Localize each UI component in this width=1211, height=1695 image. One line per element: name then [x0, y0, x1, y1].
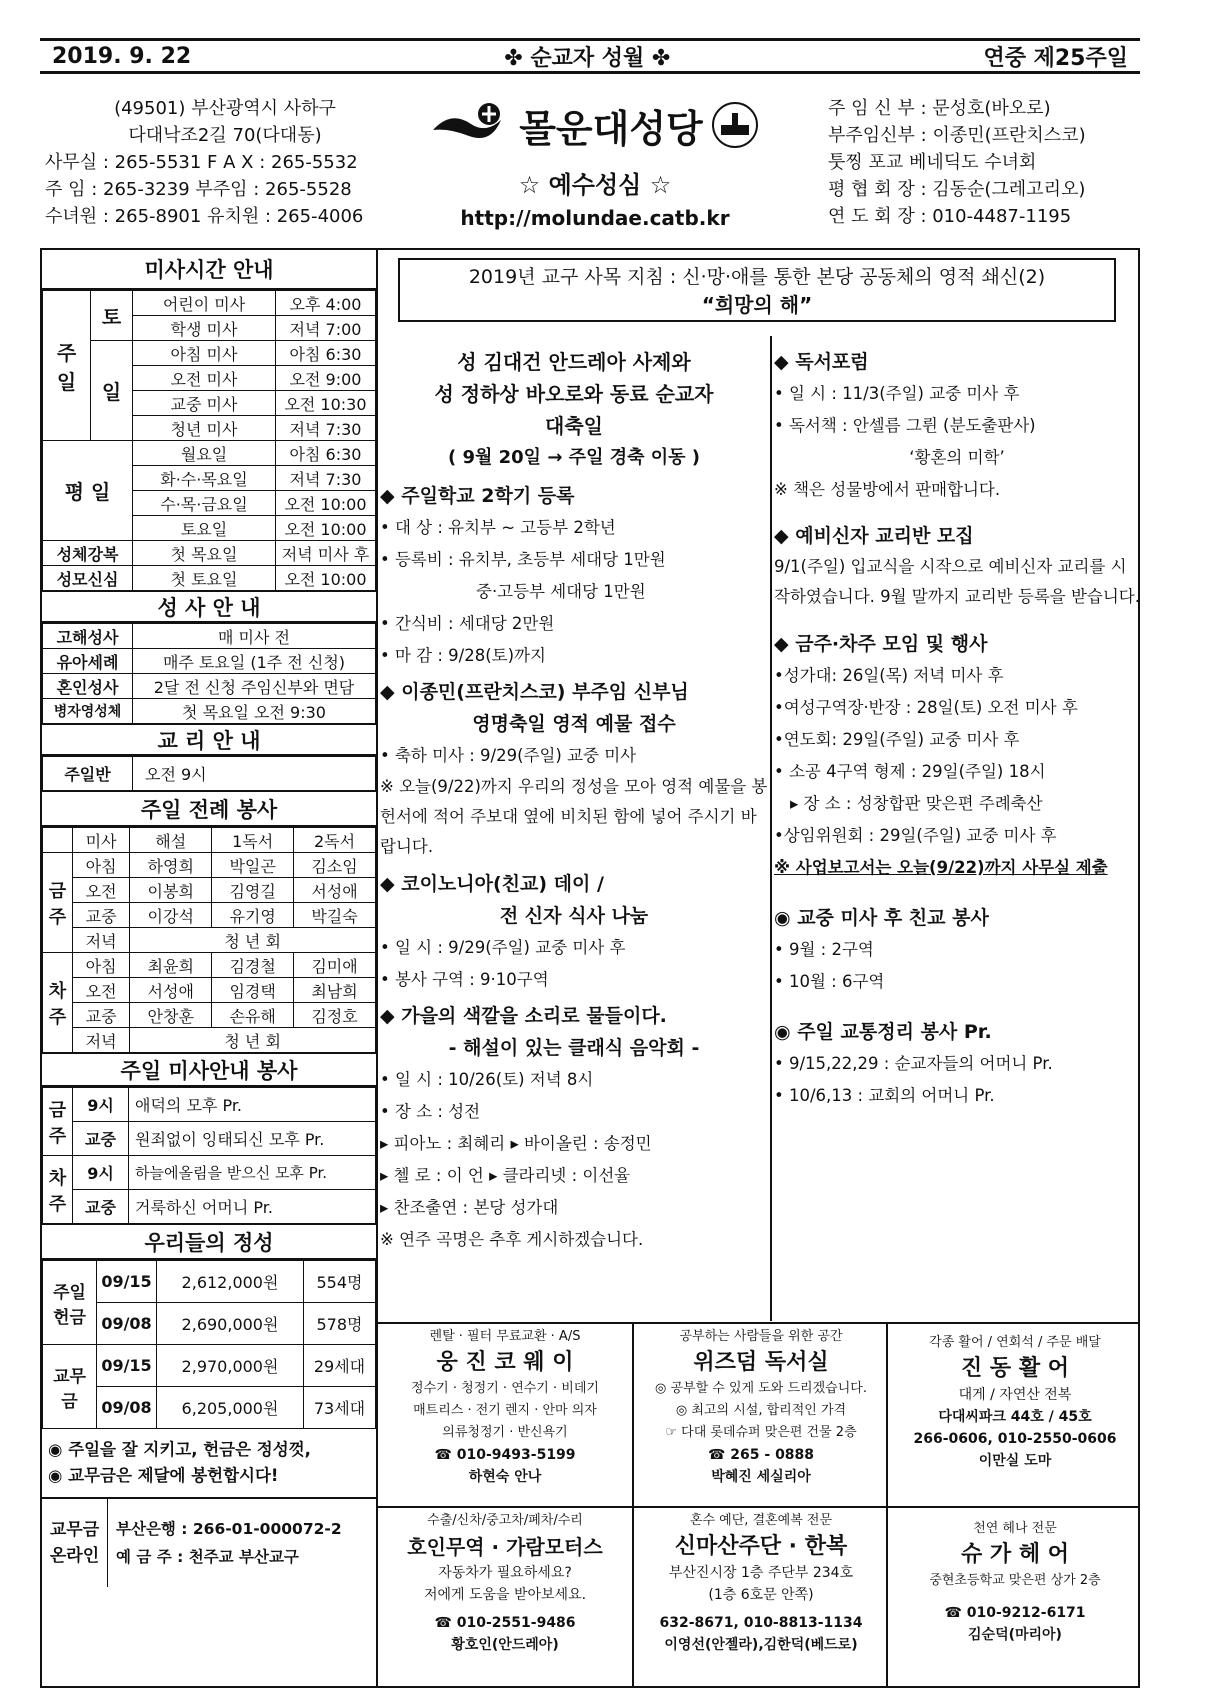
section-heading: 전 신자 식사 나눔 — [499, 905, 649, 927]
notice-line: ▸ 장 소 : 성창합판 맞은편 주례축산 — [790, 794, 1043, 813]
ad-tagline: 혼수 예단, 결혼예복 전문 — [689, 1513, 833, 1528]
liturgy-cell: 손유해 — [212, 1003, 294, 1028]
staff-line: 부주임신부 : 이종민(프란치스코) — [828, 125, 1086, 146]
ad-coway — [378, 1326, 632, 1508]
ad-line: 매트리스 · 전기 렌지 · 안마 의자 — [413, 1403, 597, 1418]
bank-account: 부산은행 : 266-01-000072-2 — [116, 1520, 342, 1538]
catechism-table — [42, 756, 376, 791]
ad-phone: ☎ 010-9212-6171 — [944, 1605, 1086, 1621]
notice-line: • 9월 : 2구역 — [774, 940, 874, 959]
section-heading: ◆ 코이노니아(친교) 데이 / — [380, 873, 604, 895]
ad-line: 다대씨파크 44호 / 45호 — [938, 1409, 1092, 1425]
feast-title: 성 정하상 바오로와 동료 순교자 — [434, 382, 714, 406]
section-heading: ◆ 예비신자 교리반 모집 — [774, 525, 974, 547]
notice-line: •여성구역장·반장 : 28일(토) 오전 미사 후 — [774, 698, 1078, 717]
ad-tagline: 수출/신차/중고차/폐차/수리 — [427, 1513, 583, 1528]
mass-time: 오전 9:00 — [276, 366, 376, 391]
website-link[interactable]: http://molundae.catb.kr — [460, 206, 730, 230]
notice-paragraph: ※ 오늘(9/22)까지 우리의 정성을 모아 영적 예물을 봉헌서에 적어 주보대 옆에 비치된 함에 넣어 주시기 바랍니다. — [380, 777, 768, 856]
offering-title: 우리들의 정성 — [42, 1224, 376, 1260]
this-week-label: 금주 — [43, 853, 73, 953]
notice-line: ※ 연주 곡명은 추후 게시하겠습니다. — [380, 1230, 644, 1249]
mass-name: 토요일 — [133, 516, 276, 541]
notice-line: ▸ 찬조출연 : 본당 성가대 — [380, 1198, 559, 1217]
offering-amount: 2,690,000원 — [157, 1303, 304, 1345]
ad-owner: 황호인(안드레아) — [451, 1637, 559, 1653]
issue-date: 2019. 9. 22 — [52, 43, 192, 69]
ad-line: 중현초등학교 맞은편 상가 2층 — [929, 1573, 1101, 1588]
feast-note: ( 9월 20일 → 주일 경축 이동 ) — [447, 447, 701, 468]
guide-mass: 교중 — [73, 1122, 129, 1156]
notice-line: • 일 시 : 9/29(주일) 교중 미사 후 — [380, 938, 626, 957]
mass-name: 학생 미사 — [133, 316, 276, 341]
liturgy-cell: 서성애 — [130, 978, 212, 1003]
ad-line: 부산진시장 1층 주단부 234호 — [668, 1565, 854, 1581]
ad-phone: 632-8671, 010-8813-1134 — [659, 1615, 863, 1631]
ad-name: 위즈덤 독서실 — [693, 1350, 829, 1375]
notice-line: •성가대: 26일(목) 저녁 미사 후 — [774, 666, 1004, 685]
mass-name: 교중 미사 — [133, 391, 276, 416]
liturgy-cell: 이봉희 — [130, 878, 212, 903]
sunday-offering-label: 주일 헌금 — [43, 1261, 97, 1345]
address-line: 다대낙조2길 70(다대동) — [128, 125, 322, 146]
liturgy-header: 2독서 — [294, 828, 376, 853]
mass-name: 어린이 미사 — [133, 291, 276, 316]
notice-line: • 9/15,22,29 : 순교자들의 어머니 Pr. — [774, 1054, 1053, 1073]
offering-amount: 2,970,000원 — [157, 1345, 304, 1387]
sunday-day-label: 일 — [91, 341, 133, 441]
liturgy-cell: 임경택 — [212, 978, 294, 1003]
notice-line: ▸ 피아노 : 최혜리 ▸ 바이올린 : 송정민 — [380, 1134, 652, 1153]
mary-devotion-time: 오전 10:00 — [276, 566, 376, 591]
ad-line: 의류청정기 · 반신욕기 — [442, 1425, 568, 1440]
liturgy-cell: 서성애 — [294, 878, 376, 903]
ad-phone: ☎ 010-2551-9486 — [434, 1615, 576, 1631]
offering-count: 29세대 — [304, 1345, 376, 1387]
mass-time: 저녁 7:30 — [276, 466, 376, 491]
mass-name: 청년 미사 — [133, 416, 276, 441]
column-divider — [770, 336, 772, 1321]
notice-line: • 축하 미사 : 9/29(주일) 교중 미사 — [380, 746, 637, 765]
mass-time: 오전 10:30 — [276, 391, 376, 416]
section-heading: ◆ 가을의 색깔을 소리로 물들이다. — [380, 1005, 667, 1027]
offering-count: 578명 — [304, 1303, 376, 1345]
notice-line: ※ 사업보고서는 오늘(9/22)까지 사무실 제출 — [774, 858, 1108, 877]
mass-time: 저녁 7:30 — [276, 416, 376, 441]
liturgy-cell: 김미애 — [294, 953, 376, 978]
guide-table — [42, 1087, 376, 1224]
advertisements — [378, 1322, 1140, 1688]
sacrament-info: 첫 목요일 오전 9:30 — [133, 699, 376, 724]
offering-count: 554명 — [304, 1261, 376, 1303]
notice-line: 중·고등부 세대당 1만원 — [476, 582, 646, 601]
section-heading: ◆ 주일학교 2학기 등록 — [380, 485, 575, 507]
ad-line: ☞ 다대 롯데슈퍼 맞은편 건물 2층 — [665, 1425, 857, 1440]
sacrament-info: 매주 토요일 (1주 전 신청) — [133, 649, 376, 674]
guide-group: 거룩하신 어머니 Pr. — [129, 1190, 376, 1224]
ad-wisdom — [634, 1326, 888, 1508]
address-line: (49501) 부산광역시 사하구 — [114, 98, 336, 119]
liturgy-youth: 청 년 회 — [130, 1028, 376, 1053]
liturgy-cell: 김정호 — [294, 1003, 376, 1028]
ad-name: 호인무역 · 가람모터스 — [407, 1535, 603, 1559]
notice-line: •연도회: 29일(주일) 교중 미사 후 — [774, 730, 1020, 749]
ad-line: 저에게 도움을 받아보세요. — [423, 1587, 587, 1603]
mass-time: 아침 6:30 — [276, 341, 376, 366]
church-name: 몰운대성당 — [519, 106, 703, 151]
section-heading: ◉ 주일 교통정리 봉사 Pr. — [774, 1021, 992, 1043]
section-heading: ◆ 금주·차주 모임 및 행사 — [774, 633, 988, 655]
online-account — [42, 1499, 376, 1587]
staff-block — [828, 95, 1148, 230]
mass-name: 화·수·목요일 — [133, 466, 276, 491]
mass-times-table — [42, 290, 376, 591]
notice-line: •상임위원회 : 29일(주일) 교중 미사 후 — [774, 826, 1057, 845]
ad-line: 대게 / 자연산 전복 — [958, 1387, 1072, 1403]
ad-tagline: 천연 헤나 전문 — [973, 1521, 1057, 1536]
top-bar — [40, 38, 1140, 74]
left-column — [40, 248, 378, 1688]
staff-line: 평 협 회 장 : 김동순(그레고리오) — [828, 179, 1086, 200]
guide-mass: 9시 — [73, 1088, 129, 1122]
address-block — [45, 95, 405, 230]
ad-tagline: 각종 활어 / 연회석 / 주문 배달 — [929, 1335, 1101, 1350]
saturday-label: 토 — [91, 291, 133, 341]
liturgy-cell: 최윤희 — [130, 953, 212, 978]
adoration-time: 저녁 미사 후 — [276, 541, 376, 566]
next-week-label: 차주 — [43, 953, 73, 1053]
notice-line: • 소공 4구역 형제 : 29일(주일) 18시 — [774, 762, 1046, 781]
mass-time: 아침 6:30 — [276, 441, 376, 466]
guide-title: 주일 미사안내 봉사 — [42, 1053, 376, 1087]
staff-line: 연 도 회 장 : 010-4487-1195 — [828, 206, 1072, 227]
mass-time: 오후 4:00 — [276, 291, 376, 316]
phone-line: 사무실 : 265-5531 F A X : 265-5532 — [45, 152, 358, 173]
liturgy-cell: 이강석 — [130, 903, 212, 928]
news-area — [378, 248, 1140, 1324]
liturgy-cell: 교중 — [73, 903, 130, 928]
liturgy-cell: 하영희 — [130, 853, 212, 878]
online-label: 교무금 온라인 — [42, 1499, 108, 1587]
feast-title: 성 김대건 안드레아 사제와 — [457, 350, 691, 374]
guide-group: 하늘에올림을 받으신 모후 Pr. — [129, 1156, 376, 1190]
liturgy-cell: 오전 — [73, 878, 130, 903]
phone-line: 수녀원 : 265-8901 유치원 : 265-4006 — [45, 206, 364, 227]
adoration-day: 첫 목요일 — [133, 541, 276, 566]
liturgy-header: 미사 — [73, 828, 130, 853]
offering-amount: 6,205,000원 — [157, 1387, 304, 1429]
ad-line: 정수기 · 청정기 · 연수기 · 비데기 — [411, 1381, 599, 1396]
catechism-title: 교 리 안 내 — [42, 724, 376, 756]
ad-line: (1층 6호문 안쪽) — [708, 1587, 814, 1603]
sacrament-name: 고해성사 — [43, 624, 133, 649]
ad-hair — [888, 1510, 1142, 1692]
ad-name: 웅 진 코 웨 이 — [436, 1350, 574, 1375]
ad-line: ◎ 최고의 시설, 합리적인 가격 — [675, 1403, 847, 1418]
mass-name: 아침 미사 — [133, 341, 276, 366]
liturgy-cell: 오전 — [73, 978, 130, 1003]
adoration-label: 성체강복 — [43, 541, 133, 566]
month-title: ✤ 순교자 성월 ✤ — [504, 45, 671, 71]
mass-time: 오전 10:00 — [276, 516, 376, 541]
sacrament-title: 성 사 안 내 — [42, 591, 376, 623]
section-heading: ◆ 이종민(프란치스코) 부주임 신부님 — [380, 681, 689, 703]
liturgy-cell: 아침 — [73, 853, 130, 878]
offering-table — [42, 1260, 376, 1429]
notice-line: ※ 책은 성물방에서 판매합니다. — [774, 480, 1001, 499]
guide-mass: 교중 — [73, 1190, 129, 1224]
offering-date: 09/15 — [97, 1261, 157, 1303]
liturgy-cell: 저녁 — [73, 1028, 130, 1053]
section-heading: 영명축일 영적 예물 접수 — [472, 713, 676, 735]
notice-line: • 독서책 : 안셀름 그륀 (분도출판사) — [774, 416, 1036, 435]
liturgy-cell: 유기영 — [212, 903, 294, 928]
liturgy-cell: 안창훈 — [130, 1003, 212, 1028]
mass-times-title: 미사시간 안내 — [42, 250, 376, 290]
liturgy-cell: 박일곤 — [212, 853, 294, 878]
notice-line: • 간식비 : 세대당 2만원 — [380, 614, 555, 633]
sacrament-name: 혼인성사 — [43, 674, 133, 699]
pastoral-banner — [398, 258, 1116, 322]
parish-due-label: 교무금 — [43, 1345, 97, 1429]
sacrament-info: 매 미사 전 — [133, 624, 376, 649]
liturgy-cell: 최남희 — [294, 978, 376, 1003]
liturgy-cell: 아침 — [73, 953, 130, 978]
notice-line: • 마 감 : 9/28(토)까지 — [380, 646, 546, 665]
catechism-time: 오전 9시 — [133, 757, 376, 791]
notice-line: • 봉사 구역 : 9·10구역 — [380, 970, 549, 989]
section-heading: ◉ 교중 미사 후 친교 봉사 — [774, 907, 989, 929]
liturgy-table — [42, 827, 376, 1053]
liturgy-cell: 김영길 — [212, 878, 294, 903]
staff-line: 툿찡 포교 베네딕도 수녀회 — [828, 152, 1037, 173]
phone-line: 주 임 : 265-3239 부주임 : 265-5528 — [45, 179, 352, 200]
guide-group: 원죄없이 잉태되신 모후 Pr. — [129, 1122, 376, 1156]
liturgy-cell: 김경철 — [212, 953, 294, 978]
notice-line: ‘황혼의 미학’ — [909, 448, 1005, 467]
church-building-icon — [711, 101, 759, 149]
ad-line: 자동차가 필요하세요? — [438, 1565, 572, 1581]
ad-tagline: 공부하는 사람들을 위한 공간 — [679, 1329, 843, 1344]
middle-column — [380, 346, 768, 1256]
liturgy-cell: 박길숙 — [294, 903, 376, 928]
notice-line: • 장 소 : 성전 — [380, 1102, 481, 1121]
liturgy-header: 1독서 — [212, 828, 294, 853]
offering-note-line: ◉ 교무금은 제달에 봉헌합시다! — [48, 1466, 279, 1485]
right-column — [774, 346, 1140, 1112]
notice-line: • 등록비 : 유치부, 초등부 세대당 1만원 — [380, 550, 666, 569]
sacrament-name: 유아세례 — [43, 649, 133, 674]
masthead — [420, 95, 770, 230]
next-week-label: 차주 — [43, 1156, 73, 1224]
church-logo-icon — [431, 100, 511, 150]
ad-phone: ☎ 010-9493-5199 — [434, 1447, 576, 1463]
ad-owner: 하현숙 안나 — [468, 1469, 542, 1485]
ad-owner: 이영선(안젤라),김한덕(베드로) — [664, 1637, 858, 1653]
liturgy-cell: 김소임 — [294, 853, 376, 878]
ad-hanbok — [634, 1510, 888, 1692]
liturgical-week: 연중 제25주일 — [983, 45, 1128, 71]
sunday-label: 주 일 — [43, 291, 91, 441]
mass-time: 저녁 7:00 — [276, 316, 376, 341]
weekday-label: 평 일 — [43, 441, 133, 541]
ad-owner: 김순덕(마리아) — [968, 1627, 1062, 1643]
offering-note-line: ◉ 주일을 잘 지키고, 헌금은 정성껏, — [48, 1440, 311, 1459]
mass-time: 오전 10:00 — [276, 491, 376, 516]
banner-line: “희망의 해” — [701, 293, 813, 317]
ad-name: 슈 가 헤 어 — [961, 1542, 1069, 1567]
offering-amount: 2,612,000원 — [157, 1261, 304, 1303]
motto: ☆ 예수성심 ☆ — [518, 171, 672, 199]
ad-fish — [888, 1326, 1142, 1508]
guide-group: 애덕의 모후 Pr. — [129, 1088, 376, 1122]
offering-date: 09/15 — [97, 1345, 157, 1387]
ad-owner: 이만실 도마 — [978, 1453, 1052, 1469]
banner-line: 2019년 교구 사목 지침 : 신·망·애를 통한 본당 공동체의 영적 쇄신(2) — [468, 266, 1046, 288]
notice-line: • 10월 : 6구역 — [774, 972, 885, 991]
notice-paragraph: 9/1(주일) 입교식을 시작으로 예비신자 교리를 시작하였습니다. 9월 말까지 교리반 등록을 받습니다. — [774, 557, 1140, 606]
sacrament-name: 병자영성체 — [43, 699, 133, 724]
sacrament-info: 2달 전 신청 주임신부와 면담 — [133, 674, 376, 699]
sacrament-table — [42, 623, 376, 724]
mass-name: 오전 미사 — [133, 366, 276, 391]
liturgy-title: 주일 전례 봉사 — [42, 791, 376, 827]
guide-mass: 9시 — [73, 1156, 129, 1190]
notice-line: • 대 상 : 유치부 ~ 고등부 2학년 — [380, 518, 616, 537]
offering-count: 73세대 — [304, 1387, 376, 1429]
notice-line: • 일 시 : 11/3(주일) 교중 미사 후 — [774, 384, 1020, 403]
mass-name: 수·목·금요일 — [133, 491, 276, 516]
ad-name: 신마산주단 · 한복 — [674, 1534, 848, 1559]
mary-devotion-label: 성모신심 — [43, 566, 133, 591]
account-holder: 예 금 주 : 천주교 부산교구 — [116, 1548, 299, 1566]
liturgy-header: 해설 — [130, 828, 212, 853]
liturgy-cell: 저녁 — [73, 928, 130, 953]
liturgy-youth: 청 년 회 — [130, 928, 376, 953]
ad-motors — [378, 1510, 632, 1692]
feast-title: 대축일 — [545, 414, 603, 438]
staff-line: 주 임 신 부 : 문성호(바오로) — [828, 98, 1051, 119]
notice-line: • 일 시 : 10/26(토) 저녁 8시 — [380, 1070, 594, 1089]
offering-note — [42, 1429, 376, 1499]
notice-line: • 10/6,13 : 교회의 어머니 Pr. — [774, 1086, 995, 1105]
offering-date: 09/08 — [97, 1303, 157, 1345]
ad-tagline: 렌탈 · 필터 무료교환 · A/S — [429, 1329, 581, 1344]
ad-line: ◎ 공부할 수 있게 도와 드리겠습니다. — [655, 1381, 867, 1396]
section-heading: - 해설이 있는 클래식 음악회 - — [448, 1037, 700, 1059]
ad-phone: 266-0606, 010-2550-0606 — [913, 1431, 1117, 1447]
notice-line: ▸ 첼 로 : 이 언 ▸ 클라리넷 : 이선율 — [380, 1166, 631, 1185]
mass-name: 월요일 — [133, 441, 276, 466]
ad-name: 진 동 활 어 — [961, 1356, 1069, 1381]
catechism-class: 주일반 — [43, 757, 133, 791]
ad-owner: 박혜진 세실리아 — [711, 1469, 811, 1485]
this-week-label: 금주 — [43, 1088, 73, 1156]
ad-phone: ☎ 265 - 0888 — [707, 1447, 815, 1463]
offering-date: 09/08 — [97, 1387, 157, 1429]
liturgy-cell: 교중 — [73, 1003, 130, 1028]
mary-devotion-day: 첫 토요일 — [133, 566, 276, 591]
section-heading: ◆ 독서포럼 — [774, 351, 869, 373]
